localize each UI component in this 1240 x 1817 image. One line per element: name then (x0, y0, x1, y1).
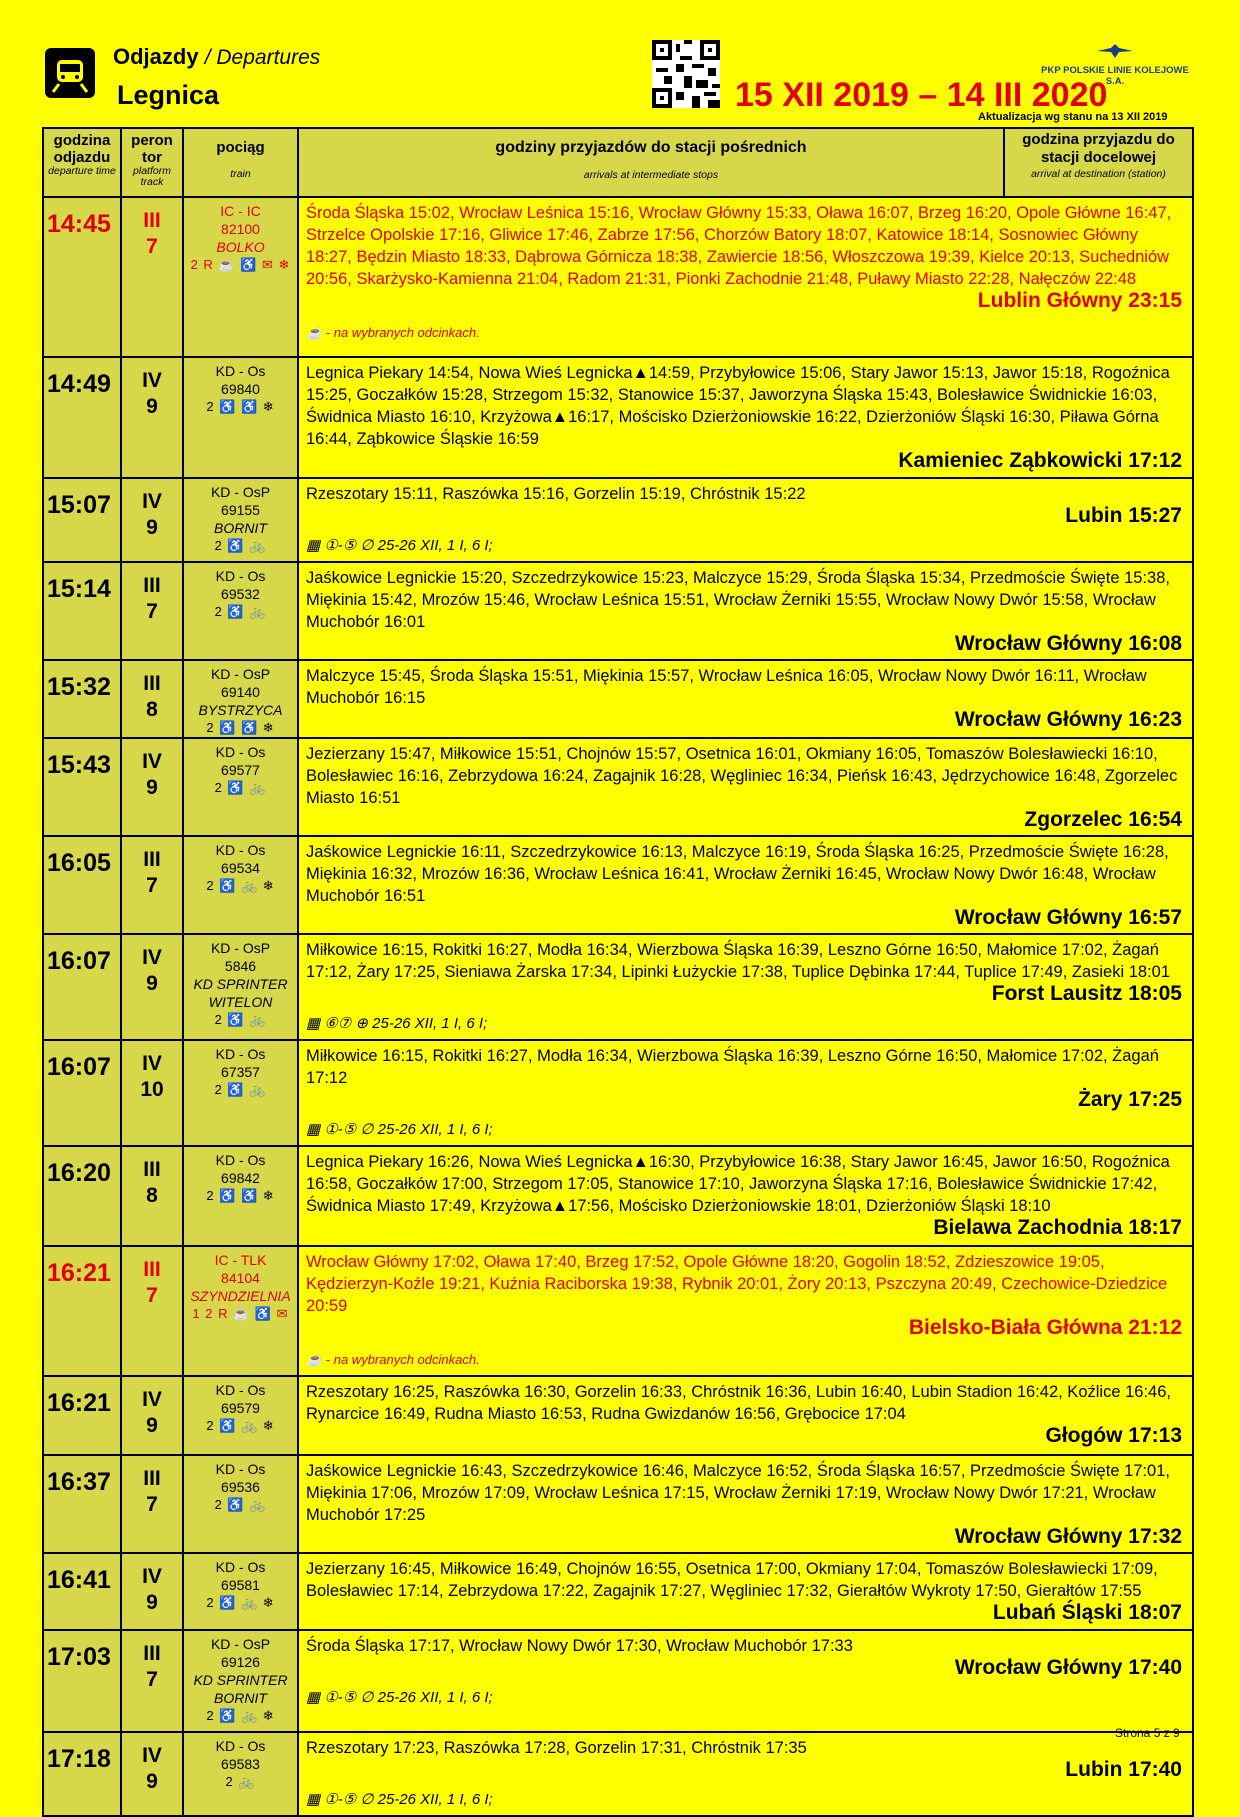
destination-arrival: Żary 17:25 (1078, 1088, 1182, 1111)
train-number: 69581 (221, 1577, 260, 1593)
intermediate-stops: Rzeszotary 15:11, Raszówka 15:16, Gorzelin 15:19, Chróstnik 15:22 (306, 485, 806, 503)
platform: III (143, 1258, 161, 1281)
departure-row (43, 1630, 1193, 1732)
platform: III (143, 1158, 161, 1181)
train-number: 69536 (221, 1479, 260, 1495)
service-icons: 2 ♿ 🚲 (214, 1497, 267, 1512)
departure-time: 16:07 (47, 947, 111, 975)
track: 7 (146, 1284, 158, 1307)
platform: IV (142, 490, 162, 513)
departure-time: 15:07 (47, 491, 111, 519)
destination-arrival: Wrocław Główny 17:32 (954, 1525, 1182, 1548)
train-number: 69534 (221, 860, 260, 876)
departure-row (43, 1146, 1193, 1246)
col-header-dest: godzina przyjazdu do stacji docelowej arrival at destination (station) (1004, 128, 1193, 197)
train-carrier: KD - Os (215, 568, 266, 584)
departure-time: 14:45 (47, 210, 111, 238)
platform: IV (142, 1565, 162, 1588)
service-icons: 2 ♿ 🚲 ❄ (206, 1595, 275, 1610)
service-icons: 2 ♿ 🚲 (214, 604, 267, 619)
platform: III (143, 672, 161, 695)
service-icons: 2 ♿ ♿ ❄ (206, 1188, 275, 1203)
service-icons: 2 ♿ 🚲 ❄ (206, 878, 275, 893)
intermediate-stops: Jezierzany 15:47, Miłkowice 15:51, Chojnów 15:57, Osetnica 16:01, Okmiany 16:05, Tomaszów Bolesławiecki 16:10, Bolesławiec 16:16, Zebrzydowa 16:24, Zagajnik 16:28, Węgliniec 16:34, Pieńsk 16:43, Jędrzychowice 16:48, Zgorzelec Miasto 16:51 (306, 745, 1178, 807)
page-number: Strona 5 z 9 (1115, 1726, 1180, 1740)
train-carrier: KD - Os (215, 1738, 266, 1754)
service-icons: 2 ♿ 🚲 ❄ (206, 1708, 275, 1723)
intermediate-stops: Miłkowice 16:15, Rokitki 16:27, Modła 16:34, Wierzbowa Śląska 16:39, Leszno Górne 16:50, Małomice 17:02, Żagań 17:12, Żary 17:25, Sieniawa Żarska 17:34, Lipinki Łużyckie 17:38, Tuplice Dębinka 17:44, Tuplice 17:49, Zasieki 18:01 (306, 941, 1171, 981)
destination-arrival: Zgorzelec 16:54 (1024, 808, 1182, 831)
departure-row (43, 478, 1193, 562)
platform: III (143, 1467, 161, 1490)
departure-time: 16:21 (47, 1389, 111, 1417)
track: 9 (146, 1414, 158, 1437)
destination-arrival: Wrocław Główny 17:40 (954, 1656, 1182, 1679)
train-carrier: KD - Os (215, 363, 266, 379)
departure-time: 16:05 (47, 849, 111, 877)
platform: IV (142, 946, 162, 969)
pkp-logo-icon (1095, 42, 1135, 60)
service-note: ☕ - na wybranych odcinkach. (306, 1352, 480, 1367)
intermediate-stops: Środa Śląska 15:02, Wrocław Leśnica 15:16, Wrocław Główny 15:33, Oława 16:07, Brzeg 16:20, Opole Główne 16:47, Strzelce Opolskie 17:16, Gliwice 17:46, Zabrze 17:56, Chorzów Batory 18:07, Katowice 18:14, Sosnowiec Główny 18:27, Będzin Miasto 18:33, Dąbrowa Górnicza 18:38, Zawiercie 18:56, Włoszczowa 19:39, Kielce 20:13, Suchedniów 20:56, Skarżysko-Kamienna 21:04, Radom 21:31, Pionki Zachodnie 21:48, Puławy Miasto 22:28, Nałęczów 22:48 (306, 204, 1172, 288)
platform: III (143, 574, 161, 597)
train-carrier: IC - IC (220, 203, 261, 219)
platform: III (143, 848, 161, 871)
departure-row (43, 1553, 1193, 1630)
track: 8 (146, 1184, 158, 1207)
train-name: KD SPRINTER BORNIT (193, 1672, 288, 1706)
intermediate-stops: Środa Śląska 17:17, Wrocław Nowy Dwór 17:30, Wrocław Muchobór 17:33 (306, 1637, 853, 1655)
track: 10 (140, 1078, 164, 1101)
track: 7 (146, 600, 158, 623)
platform: IV (142, 1744, 162, 1767)
departure-row (43, 660, 1193, 738)
departure-row (43, 562, 1193, 660)
service-note: ▦ ①-⑤ ∅ 25-26 XII, 1 I, 6 I; (306, 1791, 493, 1808)
train-number: 67357 (221, 1064, 260, 1080)
destination-arrival: Forst Lausitz 18:05 (991, 982, 1182, 1005)
track: 7 (146, 1668, 158, 1691)
intermediate-stops: Legnica Piekary 16:26, Nowa Wieś Legnicka▲16:30, Przybyłowice 16:38, Stary Jawor 16:45, Jawor 16:50, Rogoźnica 16:58, Goczałków 17:00, Strzegom 17:05, Stanowice 17:10, Jaworzyna Śląska 17:16, Bolesławice Świdnickie 17:42, Świdnica Miasto 17:49, Krzyżowa▲17:56, Mościsko Dzierżoniowskie 18:01, Dzierżoniów Śląski 18:10 (306, 1153, 1170, 1215)
track: 9 (146, 516, 158, 539)
platform: IV (142, 369, 162, 392)
train-number: 69583 (221, 1756, 260, 1772)
platform: IV (142, 1388, 162, 1411)
intermediate-stops: Jezierzany 16:45, Miłkowice 16:49, Chojnów 16:55, Osetnica 17:00, Okmiany 17:04, Tomaszów Bolesławiecki 17:09, Bolesławiec 17:14, Zebrzydowa 17:22, Zagajnik 17:27, Węgliniec 17:32, Gierałtów Wykroty 17:50, Gierałtów 17:55 (306, 1560, 1158, 1600)
train-carrier: KD - Os (215, 842, 266, 858)
intermediate-stops: Malczyce 15:45, Środa Śląska 15:51, Miękinia 15:57, Wrocław Leśnica 16:05, Wrocław Nowy Dwór 16:11, Wrocław Muchobór 16:15 (306, 667, 1147, 707)
destination-arrival: Lubin 17:40 (1065, 1758, 1182, 1781)
train-number: 69842 (221, 1170, 260, 1186)
train-carrier: KD - Os (215, 1559, 266, 1575)
departure-time: 17:03 (47, 1643, 111, 1671)
departure-row (43, 1376, 1193, 1455)
departure-time: 16:20 (47, 1159, 111, 1187)
train-carrier: KD - Os (215, 1046, 266, 1062)
track: 7 (146, 235, 158, 258)
train-name: KD SPRINTER WITELON (193, 976, 288, 1010)
train-number: 69579 (221, 1400, 260, 1416)
train-carrier: KD - Os (215, 1382, 266, 1398)
train-number: 69155 (221, 502, 260, 518)
platform: IV (142, 1052, 162, 1075)
departure-time: 17:18 (47, 1745, 111, 1773)
departure-time: 14:49 (47, 370, 111, 398)
departure-row (43, 1455, 1193, 1553)
intermediate-stops: Miłkowice 16:15, Rokitki 16:27, Modła 16:34, Wierzbowa Śląska 16:39, Leszno Górne 16:50, Małomice 17:02, Żagań 17:12 (306, 1047, 1159, 1087)
destination-arrival: Wrocław Główny 16:08 (954, 632, 1182, 655)
train-carrier: KD - OsP (210, 1636, 271, 1652)
train-name: BOLKO (216, 239, 265, 255)
departure-time: 16:07 (47, 1053, 111, 1081)
service-icons: 2 ♿ 🚲 ❄ (206, 1418, 275, 1433)
train-icon (45, 48, 95, 98)
destination-arrival: Lublin Główny 23:15 (977, 289, 1182, 312)
track: 9 (146, 1770, 158, 1793)
col-header-platform: peron tor platform track (121, 128, 183, 197)
service-icons: 2 ♿ 🚲 (214, 1082, 267, 1097)
service-icons: 1 2 R ☕ ♿ ✉ (192, 1306, 289, 1321)
train-number: 69140 (221, 684, 260, 700)
train-carrier: KD - Os (215, 1152, 266, 1168)
train-carrier: KD - Os (215, 744, 266, 760)
departure-row (43, 836, 1193, 934)
col-header-train: pociąg train (183, 128, 298, 197)
service-note: ▦ ①-⑤ ∅ 25-26 XII, 1 I, 6 I; (306, 1689, 493, 1706)
intermediate-stops: Jaśkowice Legnickie 16:43, Szczedrzykowice 16:46, Malczyce 16:52, Środa Śląska 16:57, Przedmoście Święte 17:01, Miękinia 17:06, Mrozów 17:09, Wrocław Leśnica 17:15, Wrocław Żerniki 17:19, Wrocław Nowy Dwór 17:21, Wrocław Muchobór 17:25 (306, 1462, 1170, 1524)
service-icons: 2 🚲 (225, 1774, 256, 1789)
intermediate-stops: Wrocław Główny 17:02, Oława 17:40, Brzeg 17:52, Opole Główne 18:20, Gogolin 18:52, Zdzieszowice 19:05, Kędzierzyn-Koźle 19:21, Kuźnia Raciborska 19:38, Rybnik 20:01, Żory 20:13, Pszczyna 20:49, Czechowice-Dziedzice 20:59 (306, 1253, 1168, 1315)
platform: III (143, 1642, 161, 1665)
train-name: BORNIT (214, 520, 267, 536)
platform: IV (142, 750, 162, 773)
train-carrier: KD - OsP (210, 940, 271, 956)
intermediate-stops: Jaśkowice Legnickie 16:11, Szczedrzykowice 16:13, Malczyce 16:19, Środa Śląska 16:25, Przedmoście Święte 16:28, Miękinia 16:32, Mrozów 16:36, Wrocław Leśnica 16:41, Wrocław Żerniki 16:45, Wrocław Nowy Dwór 16:48, Wrocław Muchobór 16:51 (306, 843, 1169, 905)
track: 7 (146, 874, 158, 897)
departure-time: 16:41 (47, 1566, 111, 1594)
train-carrier: KD - OsP (210, 484, 271, 500)
departure-time: 15:43 (47, 751, 111, 779)
train-carrier: KD - Os (215, 1461, 266, 1477)
service-icons: 2 R ☕ ♿ ✉ ❄ (190, 257, 291, 272)
destination-arrival: Kamieniec Ząbkowicki 17:12 (898, 449, 1182, 472)
train-carrier: IC - TLK (214, 1252, 267, 1268)
platform: III (143, 209, 161, 232)
service-icons: 2 ♿ 🚲 (214, 1012, 267, 1027)
departures-table (42, 127, 1194, 1817)
departure-time: 15:14 (47, 575, 111, 603)
departure-time: 16:21 (47, 1259, 111, 1287)
departure-time: 15:32 (47, 673, 111, 701)
service-icons: 2 ♿ ♿ ❄ (206, 720, 275, 735)
destination-arrival: Głogów 17:13 (1045, 1424, 1182, 1447)
intermediate-stops: Jaśkowice Legnickie 15:20, Szczedrzykowice 15:23, Malczyce 15:29, Środa Śląska 15:34, Przedmoście Święte 15:38, Miękinia 15:42, Mrozów 15:46, Wrocław Leśnica 15:51, Wrocław Żerniki 15:55, Wrocław Nowy Dwór 15:58, Wrocław Muchobór 16:01 (306, 569, 1170, 631)
train-number: 69126 (221, 1654, 260, 1670)
track: 9 (146, 776, 158, 799)
train-name: SZYNDZIELNIA (190, 1288, 291, 1304)
departure-row (43, 1246, 1193, 1376)
service-icons: 2 ♿ 🚲 (214, 538, 267, 553)
track: 7 (146, 1493, 158, 1516)
departure-row (43, 1732, 1193, 1816)
col-header-stops: godziny przyjazdów do stacji pośrednich arrivals at intermediate stops (298, 128, 1004, 197)
track: 9 (146, 395, 158, 418)
service-note: ▦ ⑥⑦ ⊕ 25-26 XII, 1 I, 6 I; (306, 1015, 488, 1032)
track: 9 (146, 1591, 158, 1614)
destination-arrival: Bielawa Zachodnia 18:17 (933, 1216, 1182, 1239)
departure-row (43, 1040, 1193, 1146)
track: 8 (146, 698, 158, 721)
pkp-plk-logo: PKP POLSKIE LINIE KOLEJOWE S.A. (1035, 42, 1195, 87)
intermediate-stops: Rzeszotary 17:23, Raszówka 17:28, Gorzelin 17:31, Chróstnik 17:35 (306, 1739, 807, 1757)
train-carrier: KD - OsP (210, 666, 271, 682)
train-number: 69840 (221, 381, 260, 397)
train-number: 5846 (224, 958, 257, 974)
service-note: ▦ ①-⑤ ∅ 25-26 XII, 1 I, 6 I; (306, 1121, 493, 1138)
service-icons: 2 ♿ ♿ ❄ (206, 399, 275, 414)
intermediate-stops: Legnica Piekary 14:54, Nowa Wieś Legnicka▲14:59, Przybyłowice 15:06, Stary Jawor 15:13, Jawor 15:18, Rogoźnica 15:25, Goczałków 15:28, Strzegom 15:32, Stanowice 15:37, Jaworzyna Śląska 15:43, Bolesławice Świdnickie 16:03, Świdnica Miasto 16:10, Krzyżowa▲16:17, Mościsko Dzierżoniowskie 16:22, Dzierżoniów Śląski 16:30, Piława Górna 16:44, Ząbkowice Śląskie 16:59 (306, 364, 1170, 448)
train-number: 82100 (221, 221, 260, 237)
destination-arrival: Wrocław Główny 16:23 (954, 708, 1182, 731)
update-date: Aktualizacja wg stanu na 13 XII 2019 (978, 111, 1168, 123)
destination-arrival: Bielsko-Biała Główna 21:12 (908, 1316, 1182, 1339)
col-header-time: godzina odjazdu departure time (43, 128, 121, 197)
train-number: 69532 (221, 586, 260, 602)
intermediate-stops: Rzeszotary 16:25, Raszówka 16:30, Gorzelin 16:33, Chróstnik 16:36, Lubin 16:40, Lubin Stadion 16:42, Koźlice 16:46, Rynarcice 16:49, Rudna Miasto 16:53, Rudna Gwizdanów 16:56, Grębocice 17:04 (306, 1383, 1171, 1423)
validity-period: 15 XII 2019 – 14 III 2020 (735, 76, 1108, 114)
departure-time: 16:37 (47, 1468, 111, 1496)
service-note: ☕ - na wybranych odcinkach. (306, 325, 480, 340)
station-name: Legnica (117, 80, 220, 110)
train-number: 84104 (221, 1270, 260, 1286)
train-number: 69577 (221, 762, 260, 778)
track: 9 (146, 972, 158, 995)
service-note: ▦ ①-⑤ ∅ 25-26 XII, 1 I, 6 I; (306, 537, 493, 554)
destination-arrival: Lubań Śląski 18:07 (992, 1601, 1182, 1624)
departure-row (43, 738, 1193, 836)
departure-row (43, 934, 1193, 1040)
service-icons: 2 ♿ 🚲 (214, 780, 267, 795)
destination-arrival: Lubin 15:27 (1065, 504, 1182, 527)
train-name: BYSTRZYCA (198, 702, 283, 718)
qr-code-icon (652, 40, 720, 108)
departure-row (43, 357, 1193, 478)
page-title: Odjazdy / Departures (113, 44, 321, 69)
destination-arrival: Wrocław Główny 16:57 (954, 906, 1182, 929)
departure-row (43, 197, 1193, 357)
